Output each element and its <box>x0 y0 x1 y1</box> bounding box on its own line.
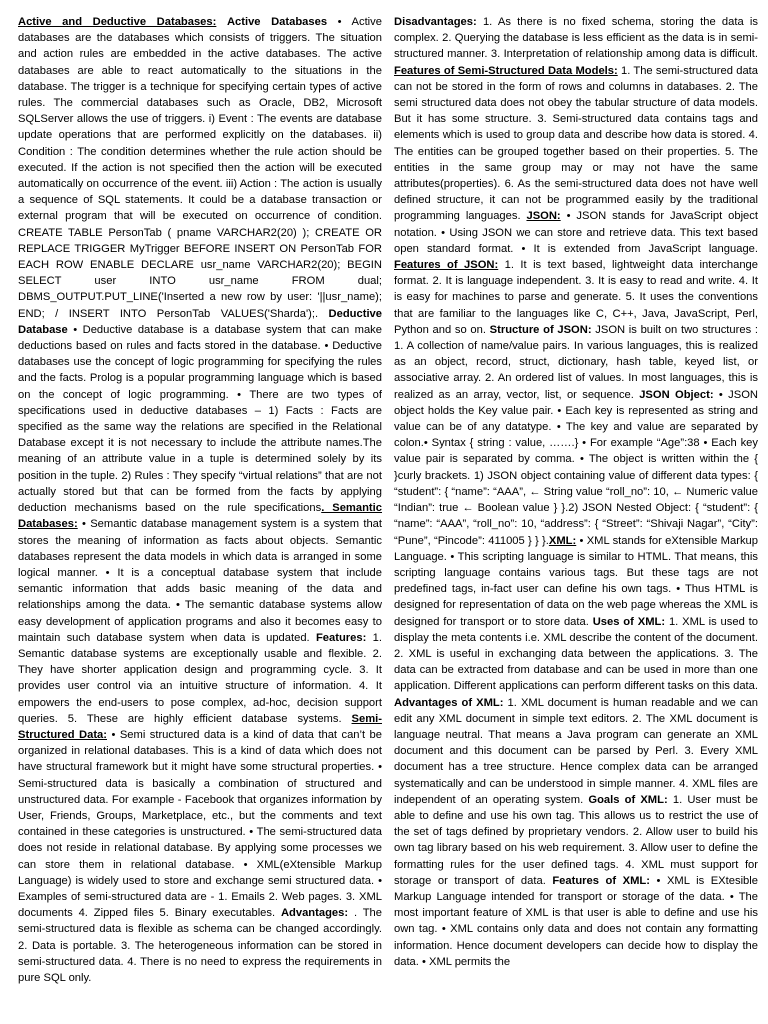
body-text: 1. It is text based, lightweight data interchange format. 2. It is language independent. 3. It is easy to read and write. 4. It is easy for machines to parse and generate. 5. It uses the conventions that are familiar to the languages like C, C++, Java, JavaScript, Perl, Python and so on. <box>394 259 758 336</box>
bold-term: Goals of XML: <box>588 793 668 806</box>
section-heading: Features of JSON: <box>394 259 499 272</box>
right-column <box>394 14 758 1018</box>
section-heading: Features of Semi-Structured Data Models: <box>394 64 618 77</box>
bold-term: Structure of JSON: <box>489 323 592 336</box>
right-column-text <box>394 14 758 970</box>
body-text: • JSON object holds the Key value pair. • Each key is represented as string and value can be of any datatype. • The key and value are separated by colon.• Syntax { string : value, …….} • For example “Age”:38 • Each key value pair is separated by comma. • The object is written within the { }curly brackets. 1) JSON object containing value of different data types: { “student”: { “name”: “AAA”, ← String value “roll_no”: 10, ← Numeric value “Indian”: true ← Boolean value } }.2) JSON Nested Object: { “student”: { “name”: “AAA”, “roll_no”: 10, “address”: { “Street”: “Shivaji Nagar”, “City”: “Pune”, “Pincode”: 411005 } } }. <box>394 388 758 547</box>
body-text: • XML stands for eXtensible Markup Language. • This scripting language is similar to HTML. That means, this scripting language contains various tags. But these tags are not predefined tags, in-fact user can define his own tags. • Thus HTML is designed for representation of data on the web page whereas the XML is designed for transport or to store data. <box>394 534 758 628</box>
section-heading: JSON: <box>526 210 561 223</box>
bold-term: Disadvantages: <box>394 16 477 28</box>
bold-term: Advantages: <box>280 907 349 920</box>
bold-term: Features: <box>315 631 367 644</box>
bold-term: Advantages of XML: <box>394 696 504 709</box>
body-text: • Semantic database management system is a system that stores the meaning of information as facts about objects. Semantic databases represent the data models in which data is arranged in some logical manner. • It is a conceptual database system that include semantic information that adds basic meaning of the data and relationships among the data. • The semantic database systems allow easy development of application programs and also it becomes easy to maintain such database system when data is updated. <box>18 518 382 644</box>
body-text: . The semi-structured data is flexible as schema can be changed accordingly. 2. Data is portable. 3. The heterogeneous information can be stored in semi-structured data. 4. There is no need to express the requirements in pure SQL only. <box>18 907 382 984</box>
section-heading: Active and Deductive Databases: <box>18 16 217 28</box>
body-text: • Active databases are the databases which consists of triggers. The situation and action rules are embedded in the active databases. The active databases are able to react automatically to the situations in the database. The trigger is a technique for specifying certain types of active rules. The commercial databases such as Oracle, DB2, Microsoft SQLServer allows the use of triggers. i) Event : The events are database update operations that are performed explicitly on the databases. ii) Condition : The condition determines whether the rule action should be executed. If the action is not specified then the action will be executed automatically on occurrence of the event. iii) Action : The action is usually a sequence of SQL statements. It could be a database transaction or external program that will be executed on occurrence of condition. CREATE TABLE PersonTab ( pname VARCHAR2(20) ); CREATE OR REPLACE TRIGGER MyTrigger BEFORE INSERT ON PersonTab FOR EACH ROW ENABLE DECLARE usr_name VARCHAR2(20); BEGIN SELECT user INTO usr_name FROM dual; DBMS_OUTPUT.PUT_LINE('Inserted a new row by user: '||usr_name); END; / INSERT INTO PersonTab VALUES('Sharda');. <box>18 16 382 320</box>
bold-term: Active Databases <box>226 16 328 28</box>
body-text <box>216 16 227 28</box>
bold-term: JSON Object: <box>639 388 714 401</box>
left-column-text <box>18 14 382 986</box>
bold-term: Features of XML: <box>552 874 650 887</box>
bold-term: Uses of XML: <box>592 615 666 628</box>
body-text: 1. The semi-structured data can not be stored in the form of rows and columns in databases. 2. The semi structured data does not obey the tabular structure of data models. But it has some structure. 3. Semi-structured data contains tags and elements which is used to group data and describe how data is stored. 4. The entities can be grouped together based on their properties. 5. The entities in the same group may or may not have the same attributes(properties). 6. As the semi-structured data does not have well defined structure, it can not be programmed easily by the traditional programming languages. <box>394 64 758 223</box>
section-heading: XML: <box>548 534 577 547</box>
body-text: • XML is EXtesible Markup Language intended for transport or storage of the data. • The most important feature of XML is that user is able to define and use his own tag. • XML contains only data and does not contain any formatting information. Hence document developers can decide how to display the data. • XML permits the <box>394 874 758 968</box>
body-text: 1. As there is no fixed schema, storing the data is complex. 2. Querying the database is less efficient as the data is in semi-structured manner. 3. Interpretation of relationship among data is difficult. <box>394 16 758 61</box>
body-text: 1. Semantic database systems are exceptionally usable and flexible. 2. They have shorter application design and programming cycle. 3. It provides user control via an intuitive structure of information. 4. It empowers the end-users to pose complex, ad-hoc, decision support queries. 5. These are highly efficient database systems. <box>18 631 382 725</box>
body-text: • Semi structured data is a kind of data that can’t be organized in relational databases. This is a kind of data which does not have structural framework but it might have some structural properties. • Semi-structured data is basically a combination of structured and unstructured data. For example - Facebook that organizes information by User, Friends, Groups, Marketplace, etc., but the comments and text contained in these categories is unstructured. • The semi-structured data does not reside in relational database. By applying some processes we can store them in relational database. • XML(eXtensible Markup Language) is widely used to store and exchange semi structured data. • Examples of semi-structured data are - 1. Emails 2. Web pages. 3. XML documents 4. Zipped files 5. Binary executables. <box>18 728 382 920</box>
bold-term: Deductive Database <box>18 307 382 336</box>
section-heading: Semi-Structured Data: <box>18 712 382 741</box>
body-text: 1. XML document is human readable and we can edit any XML document in simple text editors. 2. The XML document is language neutral. That means a Java program can generate an XML document and this document can be parsed by Perl. 3. Every XML document has a tree structure. Hence complex data can be arranged systematically and can be understood in simple manner. 4. XML files are independent of an operating system. <box>394 696 758 806</box>
body-text: JSON is built on two structures : 1. A collection of name/value pairs. In various languages, this is realized as an object, record, struct, dictionary, hash table, keyed list, or associative array. 2. An ordered list of values. In most languages, this is realized as an array, vector, list, or sequence. <box>394 323 758 401</box>
section-heading: . Semantic Databases: <box>18 502 382 531</box>
body-text: 1. User must be able to define and use his own tag. This allows us to restrict the use of the set of tags defined by proprietary vendors. 2. Allow user to build his own tag library based on his web requirement. 3. Allow user to define the formatting rules for the user defined tags. 4. XML must support for storage or transport of data. <box>394 793 758 887</box>
body-text: 1. XML is used to display the meta contents i.e. XML describe the content of the document. 2. XML is useful in exchanging data between the applications. 3. The data can be extracted from database and can be used in more than one application. Different applications can perform different tasks on this data. <box>394 615 758 693</box>
body-text: • Deductive database is a database system that can make deductions based on rules and facts stored in the database. • Deductive databases use the concept of logic programming for specifying the rules and the facts. Prolog is a popular programming language which is based on the concept of logic programming. • There are two types of specifications used in deductive databases – 1) Facts : Facts are specified as the same way the relations are specified in the Relational Database except it is not necessary to include the attribute names.The meaning of an attribute value in a tuple is determined solely by its position in the tuple. 2) Rules : They specify “virtual relations” that are not actually stored but that can be formed from the facts by applying deduction mechanisms based on the rule specifications <box>18 323 382 515</box>
body-text: • JSON stands for JavaScript object notation. • Using JSON we can store and retrieve data. This text based open standard format. • It is extended from JavaScript language. <box>394 210 758 255</box>
left-column <box>18 14 382 1018</box>
